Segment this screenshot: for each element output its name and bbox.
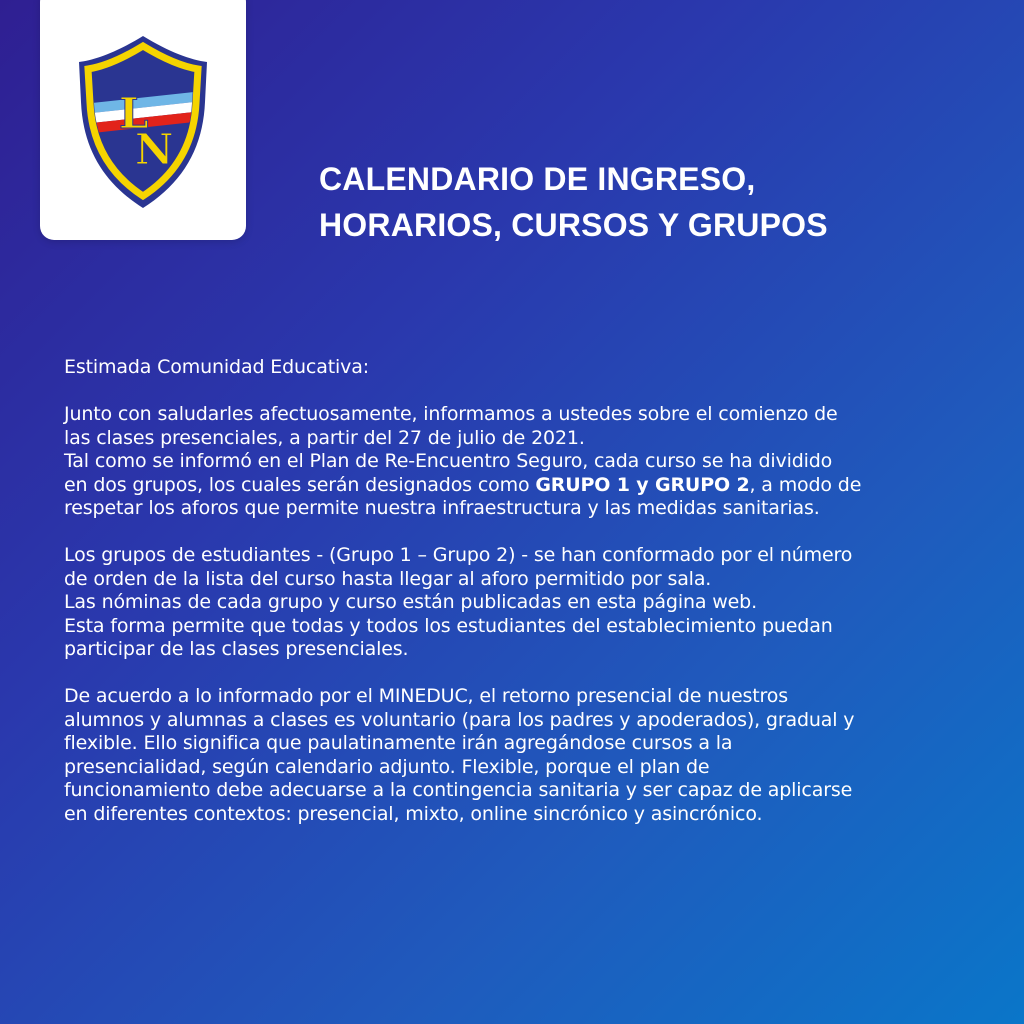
paragraph-spacer: [64, 662, 964, 686]
svg-text:N: N: [135, 125, 174, 174]
paragraph-spacer: [64, 521, 964, 545]
paragraph-2-line-2: de orden de la lista del curso hasta llegar al aforo permitido por sala.: [64, 567, 712, 590]
paragraph-spacer: [64, 380, 964, 404]
paragraph-1-line-5: respetar los aforos que permite nuestra infraestructura y las medidas sanitarias.: [64, 497, 820, 519]
paragraph-3-line-3: flexible. Ello significa que paulatinamente irán agregándose cursos a la: [64, 732, 733, 754]
paragraph-1-line-4-end: , a modo de: [749, 473, 862, 496]
page-title: [319, 156, 979, 248]
paragraph-2-line-5: participar de las clases presenciales.: [64, 638, 409, 660]
paragraph-3-line-4: presencialidad, según calendario adjunto. Flexible, porque el plan de: [64, 755, 710, 778]
group-highlight: GRUPO 1 y GRUPO 2: [535, 473, 750, 496]
greeting: Estimada Comunidad Educativa:: [64, 356, 369, 378]
paragraph-1-line-1: Junto con saludarles afectuosamente, informamos a ustedes sobre el comienzo de: [64, 403, 838, 425]
paragraph-1-line-4-start: en dos grupos, los cuales serán designados como: [64, 473, 536, 496]
paragraph-1-line-3: Tal como se informó en el Plan de Re-Encuentro Seguro, cada curso se ha dividido: [64, 450, 833, 472]
paragraph-1-line-2: las clases presenciales, a partir del 27 de julio de 2021.: [64, 426, 585, 449]
paragraph-1-line-4: [64, 474, 964, 498]
title-line-1: CALENDARIO DE INGRESO,: [319, 161, 756, 197]
paragraph-2-line-1: Los grupos de estudiantes - (Grupo 1 – Grupo 2) - se han conformado por el número: [64, 544, 853, 566]
paragraph-3-line-1: De acuerdo a lo informado por el MINEDUC, el retorno presencial de nuestros: [64, 685, 789, 707]
paragraph-3-line-6: en diferentes contextos: presencial, mixto, online sincrónico y asincrónico.: [64, 802, 763, 825]
school-crest-logo: [73, 32, 213, 212]
paragraph-3-line-5: funcionamiento debe adecuarse a la contingencia sanitaria y ser capaz de aplicarse: [64, 779, 853, 801]
svg-text:L: L: [119, 89, 149, 138]
paragraph-3-line-2: alumnos y alumnas a clases es voluntario (para los padres y apoderados), gradual y: [64, 708, 855, 731]
paragraph-2-line-4: Esta forma permite que todas y todos los estudiantes del establecimiento puedan: [64, 614, 833, 637]
announcement-body: [64, 356, 964, 826]
logo-card: [40, 0, 246, 240]
paragraph-2-line-3: Las nóminas de cada grupo y curso están publicadas en esta página web.: [64, 591, 757, 613]
title-line-2: HORARIOS, CURSOS Y GRUPOS: [319, 207, 828, 243]
